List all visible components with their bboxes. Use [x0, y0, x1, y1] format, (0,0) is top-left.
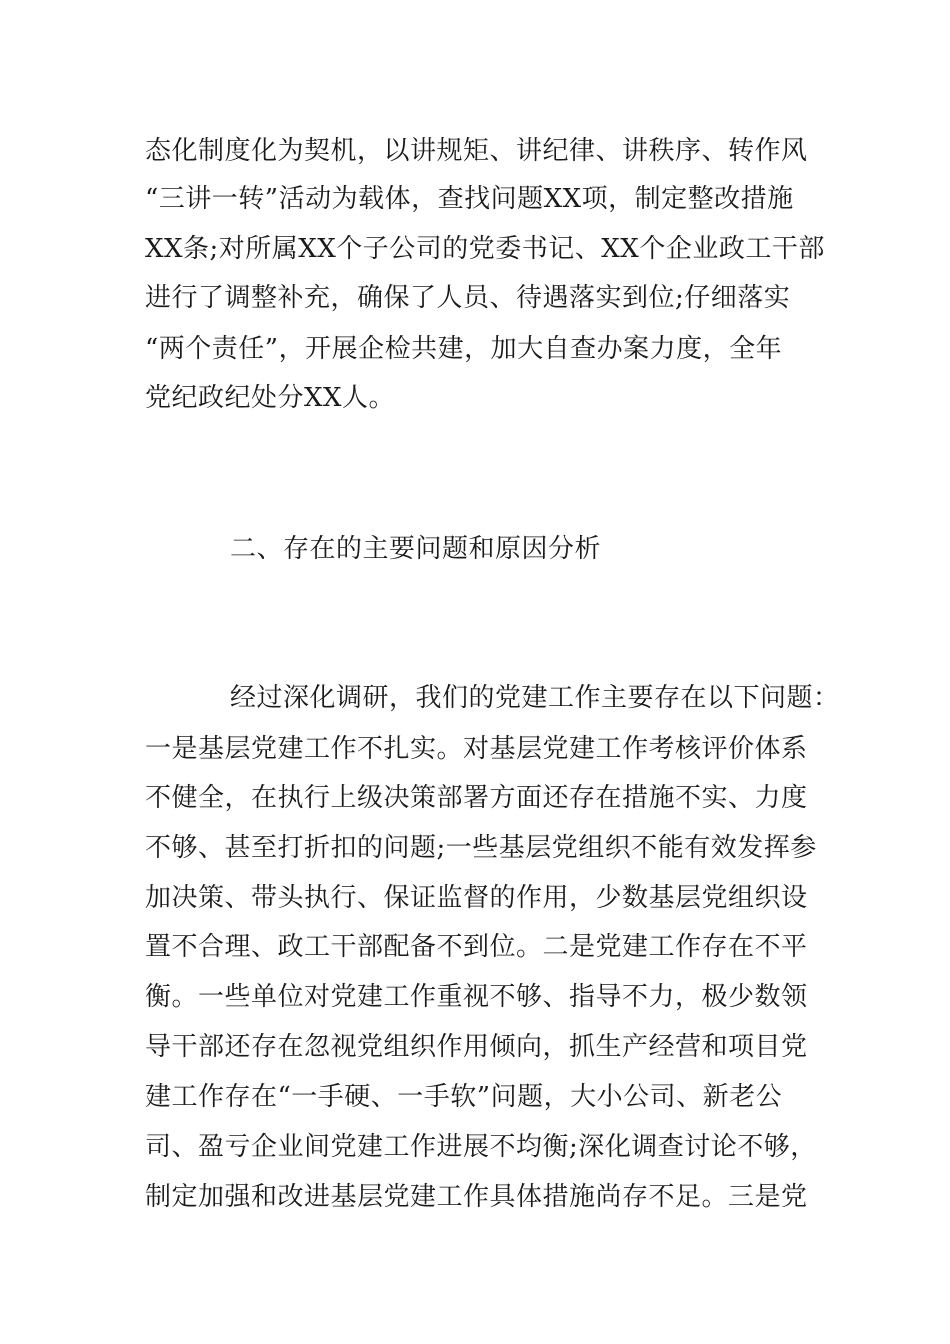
paragraph1-line: 党纪政纪处分XX人。	[145, 383, 396, 413]
paragraph2-line: 不够、甚至打折扣的问题;一些基层党组织不能有效发挥参	[145, 833, 817, 863]
paragraph2-line: 一是基层党建工作不扎实。对基层党建工作考核评价体系	[145, 734, 808, 764]
paragraph1-line: 进行了调整补充，确保了人员、待遇落实到位;仔细落实	[145, 283, 791, 313]
section-heading: 二、存在的主要问题和原因分析	[230, 534, 602, 564]
paragraph1-line: 态化制度化为契机，以讲规矩、讲纪律、讲秩序、转作风	[145, 136, 808, 166]
paragraph1-line: “三讲一转”活动为载体，查找问题XX项，制定整改措施	[145, 184, 794, 214]
paragraph2-line: 加决策、带头执行、保证监督的作用，少数基层党组织设	[145, 883, 808, 913]
paragraph2-line: 置不合理、政工干部配备不到位。二是党建工作存在不平	[145, 932, 808, 962]
paragraph2-line: 导干部还存在忽视党组织作用倾向，抓生产经营和项目党	[145, 1032, 808, 1062]
paragraph2-line: 经过深化调研，我们的党建工作主要存在以下问题：	[230, 683, 840, 713]
paragraph2-line: 不健全，在执行上级决策部署方面还存在措施不实、力度	[145, 783, 808, 813]
paragraph2-line: 建工作存在“一手硬、一手软”问题，大小公司、新老公	[145, 1082, 783, 1112]
paragraph1-line: “两个责任”，开展企检共建，加大自查办案力度，全年	[145, 334, 783, 364]
paragraph2-line: 司、盈亏企业间党建工作进展不均衡;深化调查讨论不够，	[145, 1132, 817, 1162]
paragraph2-line: 制定加强和改进基层党建工作具体措施尚存不足。三是党	[145, 1182, 808, 1212]
paragraph2-line: 衡。一些单位对党建工作重视不够、指导不力，极少数领	[145, 982, 808, 1012]
paragraph1-line: XX条;对所属XX个子公司的党委书记、XX个企业政工干部	[145, 234, 825, 264]
